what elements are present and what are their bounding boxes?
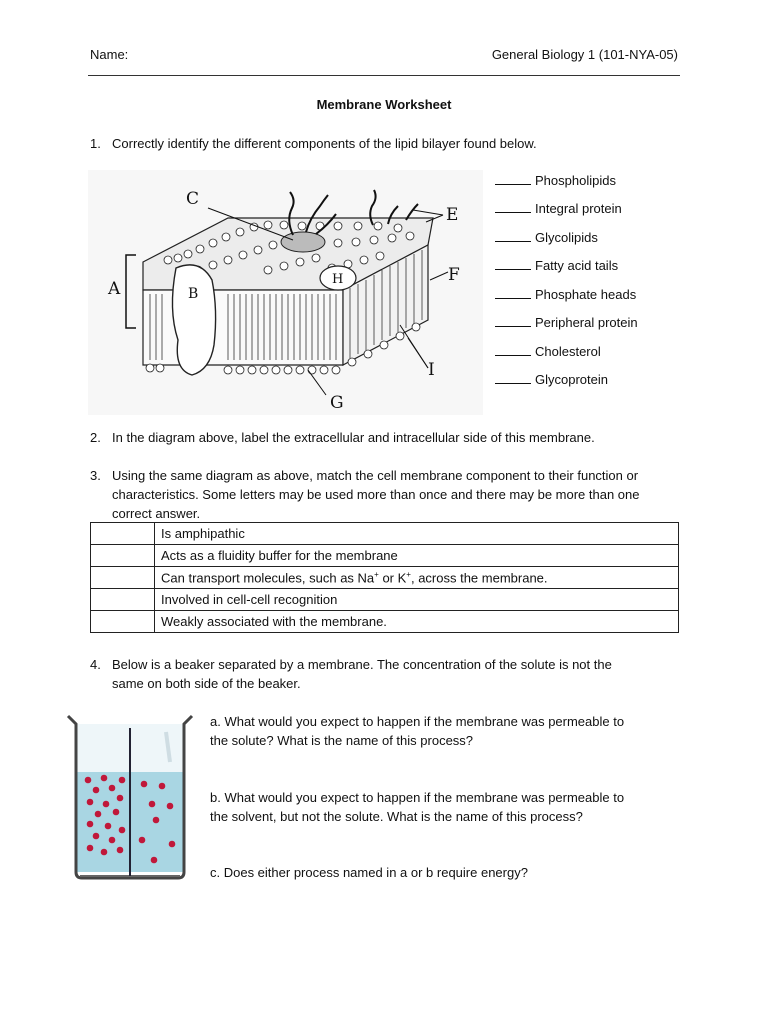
table-row xyxy=(91,589,679,611)
answer-blank[interactable] xyxy=(495,172,531,185)
question-text-line: correct answer. xyxy=(112,506,201,521)
label-text: Glycoprotein xyxy=(535,372,608,387)
label-text: Integral protein xyxy=(535,201,622,216)
question-text-line: a. What would you expect to happen if the membrane was permeable to xyxy=(210,714,625,729)
answer-blank[interactable] xyxy=(495,200,531,213)
label-text: Peripheral protein xyxy=(535,315,638,330)
answer-cell[interactable] xyxy=(91,611,155,633)
question-text-line: same on both side of the beaker. xyxy=(112,676,301,691)
question-1 xyxy=(90,134,537,153)
lipid-bilayer-diagram xyxy=(88,170,483,415)
question-text-line: characteristics. Some letters may be used more than once and there may be more than one xyxy=(112,487,640,502)
question-number: 1. xyxy=(90,136,101,151)
question-text-line: Below is a beaker separated by a membrane. The concentration of the solute is not the xyxy=(112,657,612,672)
label-row xyxy=(495,171,616,191)
diagram-letter-e: E xyxy=(446,205,459,225)
function-cell xyxy=(155,567,679,589)
answer-cell[interactable] xyxy=(91,567,155,589)
label-text: Phospholipids xyxy=(535,173,616,188)
answer-blank[interactable] xyxy=(495,343,531,356)
answer-blank[interactable] xyxy=(495,286,531,299)
question-number: 2. xyxy=(90,430,101,445)
label-text: Glycolipids xyxy=(535,230,598,245)
function-text: or K xyxy=(378,570,407,586)
name-label: Name: xyxy=(90,47,129,62)
diagram-letter-i: I xyxy=(428,360,435,380)
question-4 xyxy=(90,655,690,693)
question-text-line: the solvent, but not the solute. What is the name of this process? xyxy=(210,809,583,824)
table-row xyxy=(91,611,679,633)
question-4c xyxy=(210,863,528,882)
label-text: Cholesterol xyxy=(535,344,601,359)
question-4a xyxy=(210,712,624,750)
charge-sup: + xyxy=(374,569,379,579)
function-text: Can transport molecules, such as Na xyxy=(161,570,375,586)
label-row xyxy=(495,228,598,248)
label-row xyxy=(495,313,638,333)
question-text: Correctly identify the different components of the lipid bilayer found below. xyxy=(112,136,537,151)
answer-blank[interactable] xyxy=(495,314,531,327)
label-text: Phosphate heads xyxy=(535,287,637,302)
label-row xyxy=(495,342,601,362)
question-text-line: Using the same diagram as above, match the cell membrane component to their function or xyxy=(112,468,639,483)
label-row xyxy=(495,256,618,276)
question-3 xyxy=(90,466,690,523)
question-number: 3. xyxy=(90,468,101,483)
function-cell: Weakly associated with the membrane. xyxy=(155,611,679,633)
question-4b xyxy=(210,788,624,826)
worksheet-title: Membrane Worksheet xyxy=(316,97,452,112)
label-row xyxy=(495,199,622,219)
label-text: Fatty acid tails xyxy=(535,258,619,273)
function-cell: Acts as a fluidity buffer for the membrane xyxy=(155,545,679,567)
answer-cell[interactable] xyxy=(91,545,155,567)
diagram-letter-f: F xyxy=(448,265,460,285)
function-cell: Is amphipathic xyxy=(155,523,679,545)
diagram-letter-c: C xyxy=(186,189,200,209)
label-row xyxy=(495,285,636,305)
question-number: 4. xyxy=(90,657,101,672)
diagram-letter-h: H xyxy=(332,272,344,287)
charge-sup: + xyxy=(406,569,411,579)
header-divider xyxy=(88,75,680,76)
diagram-letter-g: G xyxy=(330,393,344,413)
answer-blank[interactable] xyxy=(495,229,531,242)
answer-cell[interactable] xyxy=(91,523,155,545)
function-text: , across the membrane. xyxy=(410,570,548,586)
matching-table xyxy=(90,522,679,633)
question-text-line: b. What would you expect to happen if the membrane was permeable to xyxy=(210,790,625,805)
answer-blank[interactable] xyxy=(495,257,531,270)
beaker-diagram xyxy=(66,712,194,882)
question-text-line: the solute? What is the name of this process? xyxy=(210,733,474,748)
question-text: In the diagram above, label the extracellular and intracellular side of this membrane. xyxy=(112,430,595,445)
answer-blank[interactable] xyxy=(495,371,531,384)
question-2 xyxy=(90,428,595,447)
function-cell: Involved in cell-cell recognition xyxy=(155,589,679,611)
diagram-letter-a: A xyxy=(108,279,121,299)
table-row xyxy=(91,545,679,567)
diagram-letter-b: B xyxy=(188,286,199,302)
answer-cell[interactable] xyxy=(91,589,155,611)
table-row xyxy=(91,523,679,545)
table-row xyxy=(91,567,679,589)
label-row xyxy=(495,370,608,390)
question-text-line: c. Does either process named in a or b require energy? xyxy=(210,865,528,880)
course-title: General Biology 1 (101-NYA-05) xyxy=(491,47,678,62)
